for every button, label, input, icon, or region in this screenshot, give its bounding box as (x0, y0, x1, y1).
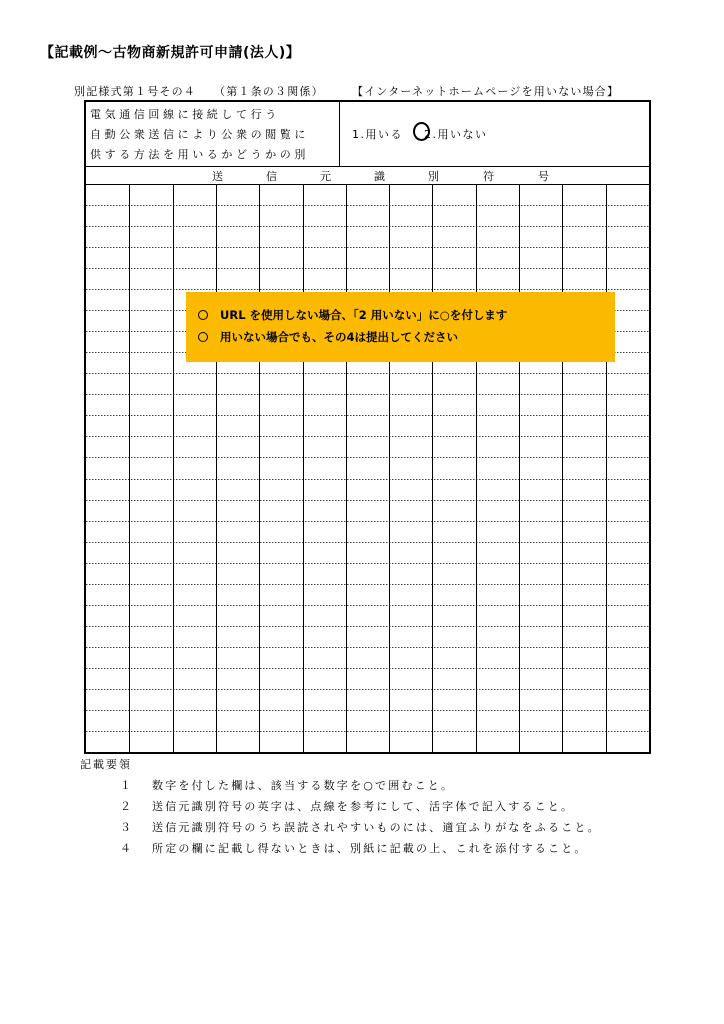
question-line-2: 自動公衆送信により公衆の閲覧に (90, 128, 309, 141)
note-number: ３ (120, 821, 134, 834)
callout-item (198, 329, 458, 345)
form-reference: （第１条の３関係） (214, 85, 324, 98)
notes-title: 記載要領 (80, 758, 132, 771)
note-text: 所定の欄に記載し得ないときは、別紙に記載の上、これを添付すること。 (152, 842, 588, 855)
form-case-label: 【インターネットホームページを用いない場合】 (352, 85, 620, 98)
header-char: 符 (483, 170, 494, 183)
instruction-callout (186, 292, 615, 362)
note-number: １ (120, 779, 134, 792)
note-item (120, 819, 601, 835)
note-number: ４ (120, 842, 134, 855)
note-text: 送信元識別符号のうち誤読されやすいものには、適宜ふりがなをふること。 (152, 821, 601, 834)
note-item (120, 798, 574, 814)
note-text: 数字を付した欄は、該当する数字を○で囲むこと。 (152, 779, 455, 792)
option-use[interactable]: 1.用いる (352, 128, 403, 141)
note-item (120, 840, 588, 856)
identifier-grid[interactable] (86, 184, 649, 752)
form-number: 別記様式第１号その４ (74, 85, 196, 98)
table-header (86, 166, 649, 184)
callout-text: URL を使用しない場合、「2 用いない」に○を付します (220, 308, 508, 322)
page-title: 【記載例～古物商新規許可申請(法人)】 (40, 45, 301, 61)
header-char: 識 (374, 170, 385, 183)
note-item (120, 777, 454, 793)
header-char: 信 (266, 170, 277, 183)
question-line-3: 供する方法を用いるかどうかの別 (90, 148, 309, 161)
header-char: 号 (538, 170, 549, 183)
grid-svg (86, 184, 649, 752)
circle-bullet-icon (198, 310, 208, 320)
callout-item (198, 307, 507, 323)
question-box (86, 102, 340, 166)
option-not-use[interactable]: 2.用いない (424, 128, 488, 141)
form-frame (84, 100, 651, 754)
header-char: 別 (428, 170, 439, 183)
note-number: ２ (120, 800, 134, 813)
header-char: 送 (212, 170, 223, 183)
header-char: 元 (320, 170, 331, 183)
callout-text: 用いない場合でも、その4は提出してください (220, 330, 458, 344)
question-line-1: 電気通信回線に接続して行う (90, 108, 280, 121)
circle-bullet-icon (198, 332, 208, 342)
note-text: 送信元識別符号の英字は、点線を参考にして、活字体で記入すること。 (152, 800, 575, 813)
